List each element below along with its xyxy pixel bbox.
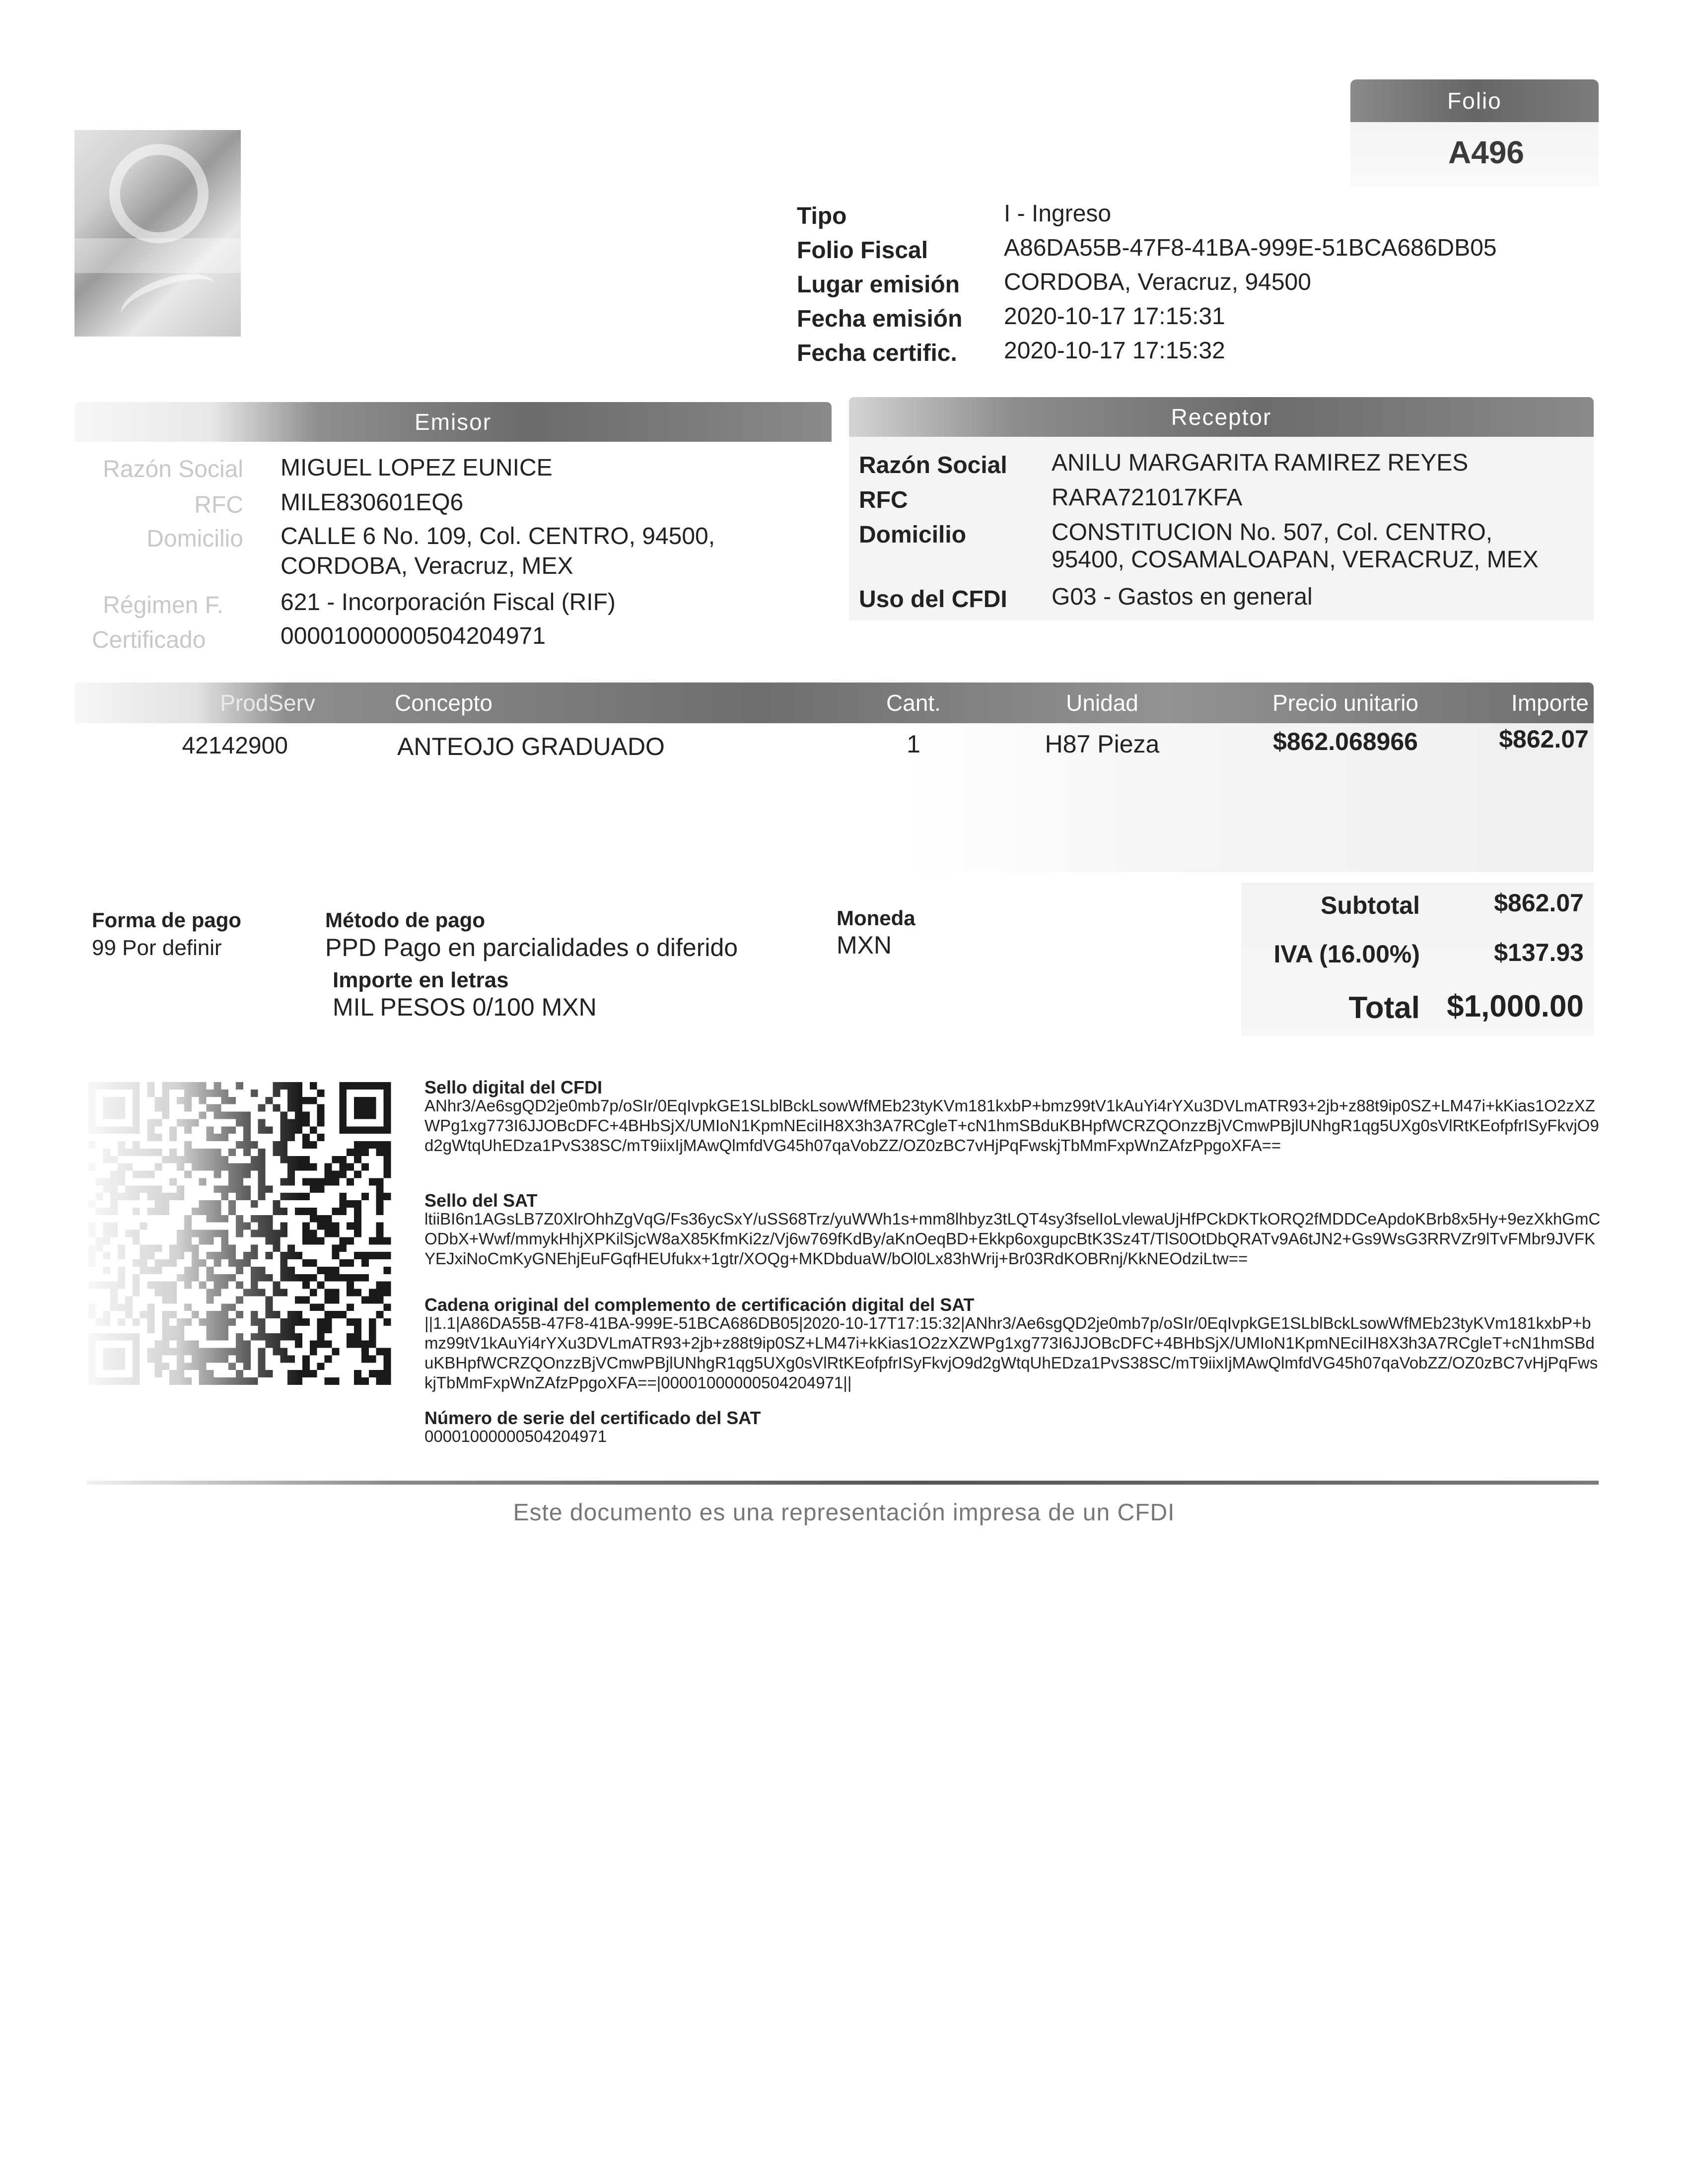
folio-value: A496 (1448, 135, 1524, 170)
iva-value: $137.93 (1494, 939, 1584, 966)
emisor-certificado-label: Certificado (92, 627, 206, 653)
emisor-header: Emisor (74, 402, 832, 442)
folio-fiscal-label: Folio Fiscal (797, 237, 928, 264)
emisor-razon-label: Razón Social (103, 456, 243, 482)
emisor-domicilio-line2: CORDOBA, Veracruz, MEX (281, 553, 573, 579)
emisor-certificado: 00001000000504204971 (281, 623, 546, 649)
receptor-uso-cfdi: G03 - Gastos en general (1052, 584, 1313, 610)
emisor-domicilio-label: Domicilio (146, 526, 243, 552)
th-importe: Importe (1511, 690, 1589, 716)
row-prodserv: 42142900 (182, 733, 288, 759)
tipo-value: I - Ingreso (1004, 201, 1112, 227)
receptor-header: Receptor (849, 397, 1594, 437)
th-cantidad: Cant. (886, 690, 941, 716)
fecha-certific-value: 2020-10-17 17:15:32 (1004, 338, 1225, 364)
row-concepto: ANTEOJO GRADUADO (397, 733, 665, 760)
numero-serie-value: 00001000000504204971 (424, 1427, 607, 1445)
emisor-razon-social: MIGUEL LOPEZ EUNICE (281, 455, 553, 481)
forma-pago-value: 99 Por definir (92, 936, 222, 960)
receptor-domicilio-line1: CONSTITUCION No. 507, Col. CENTRO, (1052, 519, 1493, 546)
receptor-domicilio-line2: 95400, COSAMALOAPAN, VERACRUZ, MEX (1052, 546, 1539, 573)
receptor-razon-social: ANILU MARGARITA RAMIREZ REYES (1052, 450, 1469, 476)
receptor-rfc: RARA721017KFA (1052, 484, 1243, 511)
cadena-original-label: Cadena original del complemento de certificación digital del SAT (424, 1295, 975, 1315)
sello-sat-value: ltiiBI6n1AGsLB7Z0XlrOhhZgVqG/Fs36ycSxY/uSS68Trz/yuWWh1s+mm8lhbyz3tLQT4sy3fselIoLvlewaUjHfPCkDKTkORQ2fMDDCeApdoKBrb8x5Hy+9ezXkhGmCODbX+Wwf/mmykHhjXPKilSjcW8aX85KfmKi2z/Vj6w769fKdBy/aKnOeqBD+Ekkp6oxgupcBtK3Sz4T/TlS0OtDbQRATv9A6tJN2+Gs9WsG3RRVZr9lTvFMbr9JVFKYEJxiNoCmKyGNEhjEuFGqfHEUfukx+1gtr/XOQg+MKDbduaW/bOl0Lx83hWrij+Br03RdKOBRnj/KkNEOdziLtw== (424, 1210, 1601, 1268)
total-value: $1,000.00 (1447, 989, 1584, 1024)
fecha-certific-label: Fecha certific. (797, 340, 957, 366)
footer-note: Este documento es una representación impresa de un CFDI (513, 1500, 1175, 1526)
fecha-emision-value: 2020-10-17 17:15:31 (1004, 303, 1225, 330)
moneda-label: Moneda (837, 906, 915, 930)
lugar-emision-label: Lugar emisión (797, 272, 960, 298)
importe-letras-value: MIL PESOS 0/100 MXN (333, 993, 597, 1021)
total-label: Total (1348, 991, 1420, 1025)
iva-label: IVA (16.00%) (1273, 940, 1420, 968)
emisor-regimen-label: Régimen F. (103, 592, 223, 618)
th-unidad: Unidad (1066, 690, 1138, 716)
receptor-razon-label: Razón Social (859, 452, 1007, 478)
folio-fiscal-value: A86DA55B-47F8-41BA-999E-51BCA686DB05 (1004, 235, 1497, 261)
row-precio-unitario: $862.068966 (1273, 728, 1418, 755)
th-prodserv: ProdServ (220, 690, 315, 716)
receptor-domicilio-label: Domicilio (859, 522, 967, 548)
th-precio-unitario: Precio unitario (1272, 690, 1419, 716)
qr-fade-overlay (87, 1082, 392, 1385)
lugar-emision-value: CORDOBA, Veracruz, 94500 (1004, 269, 1311, 295)
folio-header: Folio (1350, 79, 1599, 122)
tipo-label: Tipo (797, 203, 847, 229)
emisor-regimen: 621 - Incorporación Fiscal (RIF) (281, 589, 616, 615)
importe-letras-label: Importe en letras (333, 968, 509, 992)
logo-ring (109, 144, 209, 243)
forma-pago-label: Forma de pago (92, 908, 242, 932)
subtotal-label: Subtotal (1321, 891, 1420, 919)
emisor-rfc-label: RFC (194, 492, 243, 518)
row-cantidad: 1 (907, 730, 920, 758)
metodo-pago-label: Método de pago (325, 908, 485, 932)
th-concepto: Concepto (395, 690, 492, 716)
footer-divider (87, 1481, 1599, 1485)
moneda-value: MXN (837, 931, 892, 959)
row-unidad: H87 Pieza (1045, 730, 1160, 758)
logo-band (74, 238, 241, 273)
emisor-rfc: MILE830601EQ6 (281, 489, 464, 516)
row-importe: $862.07 (1499, 725, 1589, 753)
sello-cfdi-value: ANhr3/Ae6sgQD2je0mb7p/oSIr/0EqIvpkGE1SLblBckLsowWfMEb23tyKVm181kxbP+bmz99tV1kAuYi4rYXu3DVLmATR93+2jb+z88t9ip0SZ+LM47i+kKias1O2zXZWPg1xg773I6JJOBcDFC+4BHbSjX/UMIoN1KpmNEciIH8X3h3A7RCgleT+cN1hmSBduKBHpfWCRZQOnzzBjVCmwPBjlUNhgR1qg5UXg0sVlRtKEofpfrISyFkvjO9d2gWtqUhEDza1PvS38SC/mT9iixIjMAwQlmfdVG45h07qaVobZZ/OZ0zBC7vHjPqFwskjTbMmFxpWnZAfzPpgoXFA== (424, 1096, 1599, 1155)
metodo-pago-value: PPD Pago en parcialidades o diferido (325, 934, 738, 961)
subtotal-value: $862.07 (1494, 889, 1584, 917)
fecha-emision-label: Fecha emisión (797, 306, 963, 332)
receptor-rfc-label: RFC (859, 487, 908, 513)
emisor-domicilio-line1: CALLE 6 No. 109, Col. CENTRO, 94500, (281, 523, 715, 549)
numero-serie-label: Número de serie del certificado del SAT (424, 1408, 761, 1428)
cadena-original-value: ||1.1|A86DA55B-47F8-41BA-999E-51BCA686DB05|2020-10-17T17:15:32|ANhr3/Ae6sgQD2je0mb7p/oSIr/0EqIvpkGE1SLblBckLsowWfMEb23tyKVm181kxbP+bmz99tV1kAuYi4rYXu3DVLmATR93+2jb+z88t9ip0SZ+LM47i+kKias1O2zXZWPg1xg773I6JJOBcDFC+4BHbSjX/UMIoN1KpmNEciIH8X3h3A7RCgleT+cN1hmSBduKBHpfWCRZQOnzzBjVCmwPBjlUNhgR1qg5UXg0sVlRtKEofpfrISyFkvjO9d2gWtqUhEDza1PvS38SC/mT9iixIjMAwQlmfdVG45h07qaVobZZ/OZ0zBC7vHjPqFwskjTbMmFxpWnZAfzPpgoXFA==|00001000000504204971|| (424, 1314, 1598, 1392)
sello-sat-label: Sello del SAT (424, 1190, 538, 1211)
receptor-uso-label: Uso del CFDI (859, 586, 1007, 613)
sello-cfdi-label: Sello digital del CFDI (424, 1077, 603, 1097)
